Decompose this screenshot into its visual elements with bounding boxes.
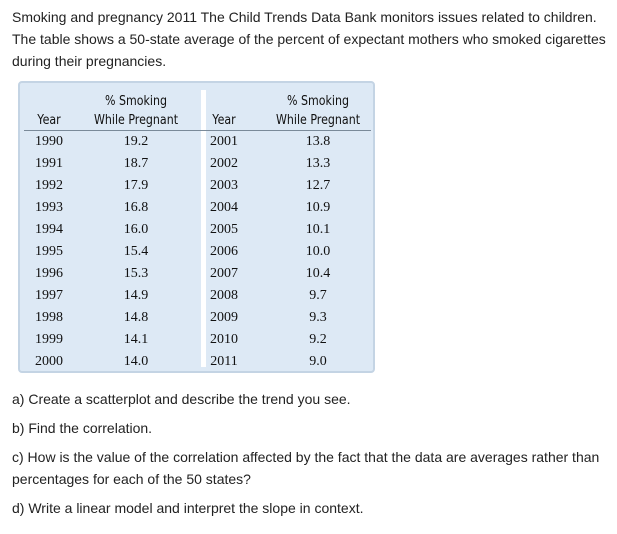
header-pct-left-line1: % Smoking [104,94,168,109]
header-year-left: Year [37,113,61,128]
percent-cell: 19.2 [123,134,149,149]
percent-cell: 13.3 [305,156,331,171]
year-cell: 1990 [35,134,63,149]
percent-cell: 16.8 [123,200,149,215]
year-cell: 2003 [210,178,238,193]
question-a: a) Create a scatterplot and describe the trend you see. [12,391,351,407]
question-d: d) Write a linear model and interpret the slope in context. [12,500,364,516]
problem-intro [12,6,612,72]
question-b: b) Find the correlation. [12,420,153,436]
year-cell: 2002 [210,156,238,171]
percent-cell: 14.9 [123,288,149,303]
percent-cell: 14.8 [123,310,149,325]
year-cell: 2001 [210,134,238,149]
percent-cell: 18.7 [123,156,149,171]
year-cell: 1992 [35,178,63,193]
percent-cell: 15.3 [123,266,149,281]
header-pct-right-line1: % Smoking [286,94,350,109]
percent-cell: 9.7 [309,288,327,303]
year-cell: 2008 [210,288,238,303]
header-pct-left-line2: While Pregnant [93,113,179,128]
year-cell: 2005 [210,222,238,237]
percent-cell: 12.7 [305,178,331,193]
questions [12,388,612,526]
year-cell: 1991 [35,156,63,171]
year-cell: 2010 [210,332,238,347]
percent-cell: 13.8 [305,134,331,149]
percent-cell: 10.4 [305,266,331,281]
data-table [18,81,375,373]
percent-cell: 17.9 [123,178,149,193]
year-cell: 2007 [210,266,238,281]
year-cell: 1994 [35,222,63,237]
percent-cell: 15.4 [123,244,149,259]
percent-cell: 9.0 [309,354,327,369]
percent-cell: 14.0 [123,354,149,369]
year-cell: 2006 [210,244,238,259]
question-c-line-1: c) How is the value of the correlation affected by the fact that the data are averages rather than [12,449,600,465]
year-cell: 1996 [35,266,63,281]
header-rule [24,130,371,131]
percent-cell: 10.0 [305,244,331,259]
year-cell: 1993 [35,200,63,215]
year-cell: 2004 [210,200,238,215]
intro-line-1: Smoking and pregnancy 2011 The Child Trends Data Bank monitors issues related to children. [12,9,597,25]
year-cell: 1997 [35,288,63,303]
percent-cell: 9.2 [309,332,327,347]
percent-cell: 10.9 [305,200,331,215]
percent-cell: 14.1 [123,332,149,347]
percent-cell: 9.3 [309,310,327,325]
question-c-line-2: percentages for each of the 50 states? [12,471,251,487]
column-divider [201,90,206,367]
header-pct-right-line2: While Pregnant [275,113,361,128]
year-cell: 2011 [210,354,238,369]
percent-cell: 16.0 [123,222,149,237]
year-cell: 1995 [35,244,63,259]
intro-line-3: during their pregnancies. [12,53,167,69]
percent-cell: 10.1 [305,222,331,237]
header-year-right: Year [212,113,236,128]
year-cell: 1998 [35,310,63,325]
question-c [12,446,612,490]
year-cell: 1999 [35,332,63,347]
year-cell: 2009 [210,310,238,325]
year-cell: 2000 [35,354,63,369]
intro-line-2: The table shows a 50-state average of the percent of expectant mothers who smoked cigarettes [12,31,606,47]
